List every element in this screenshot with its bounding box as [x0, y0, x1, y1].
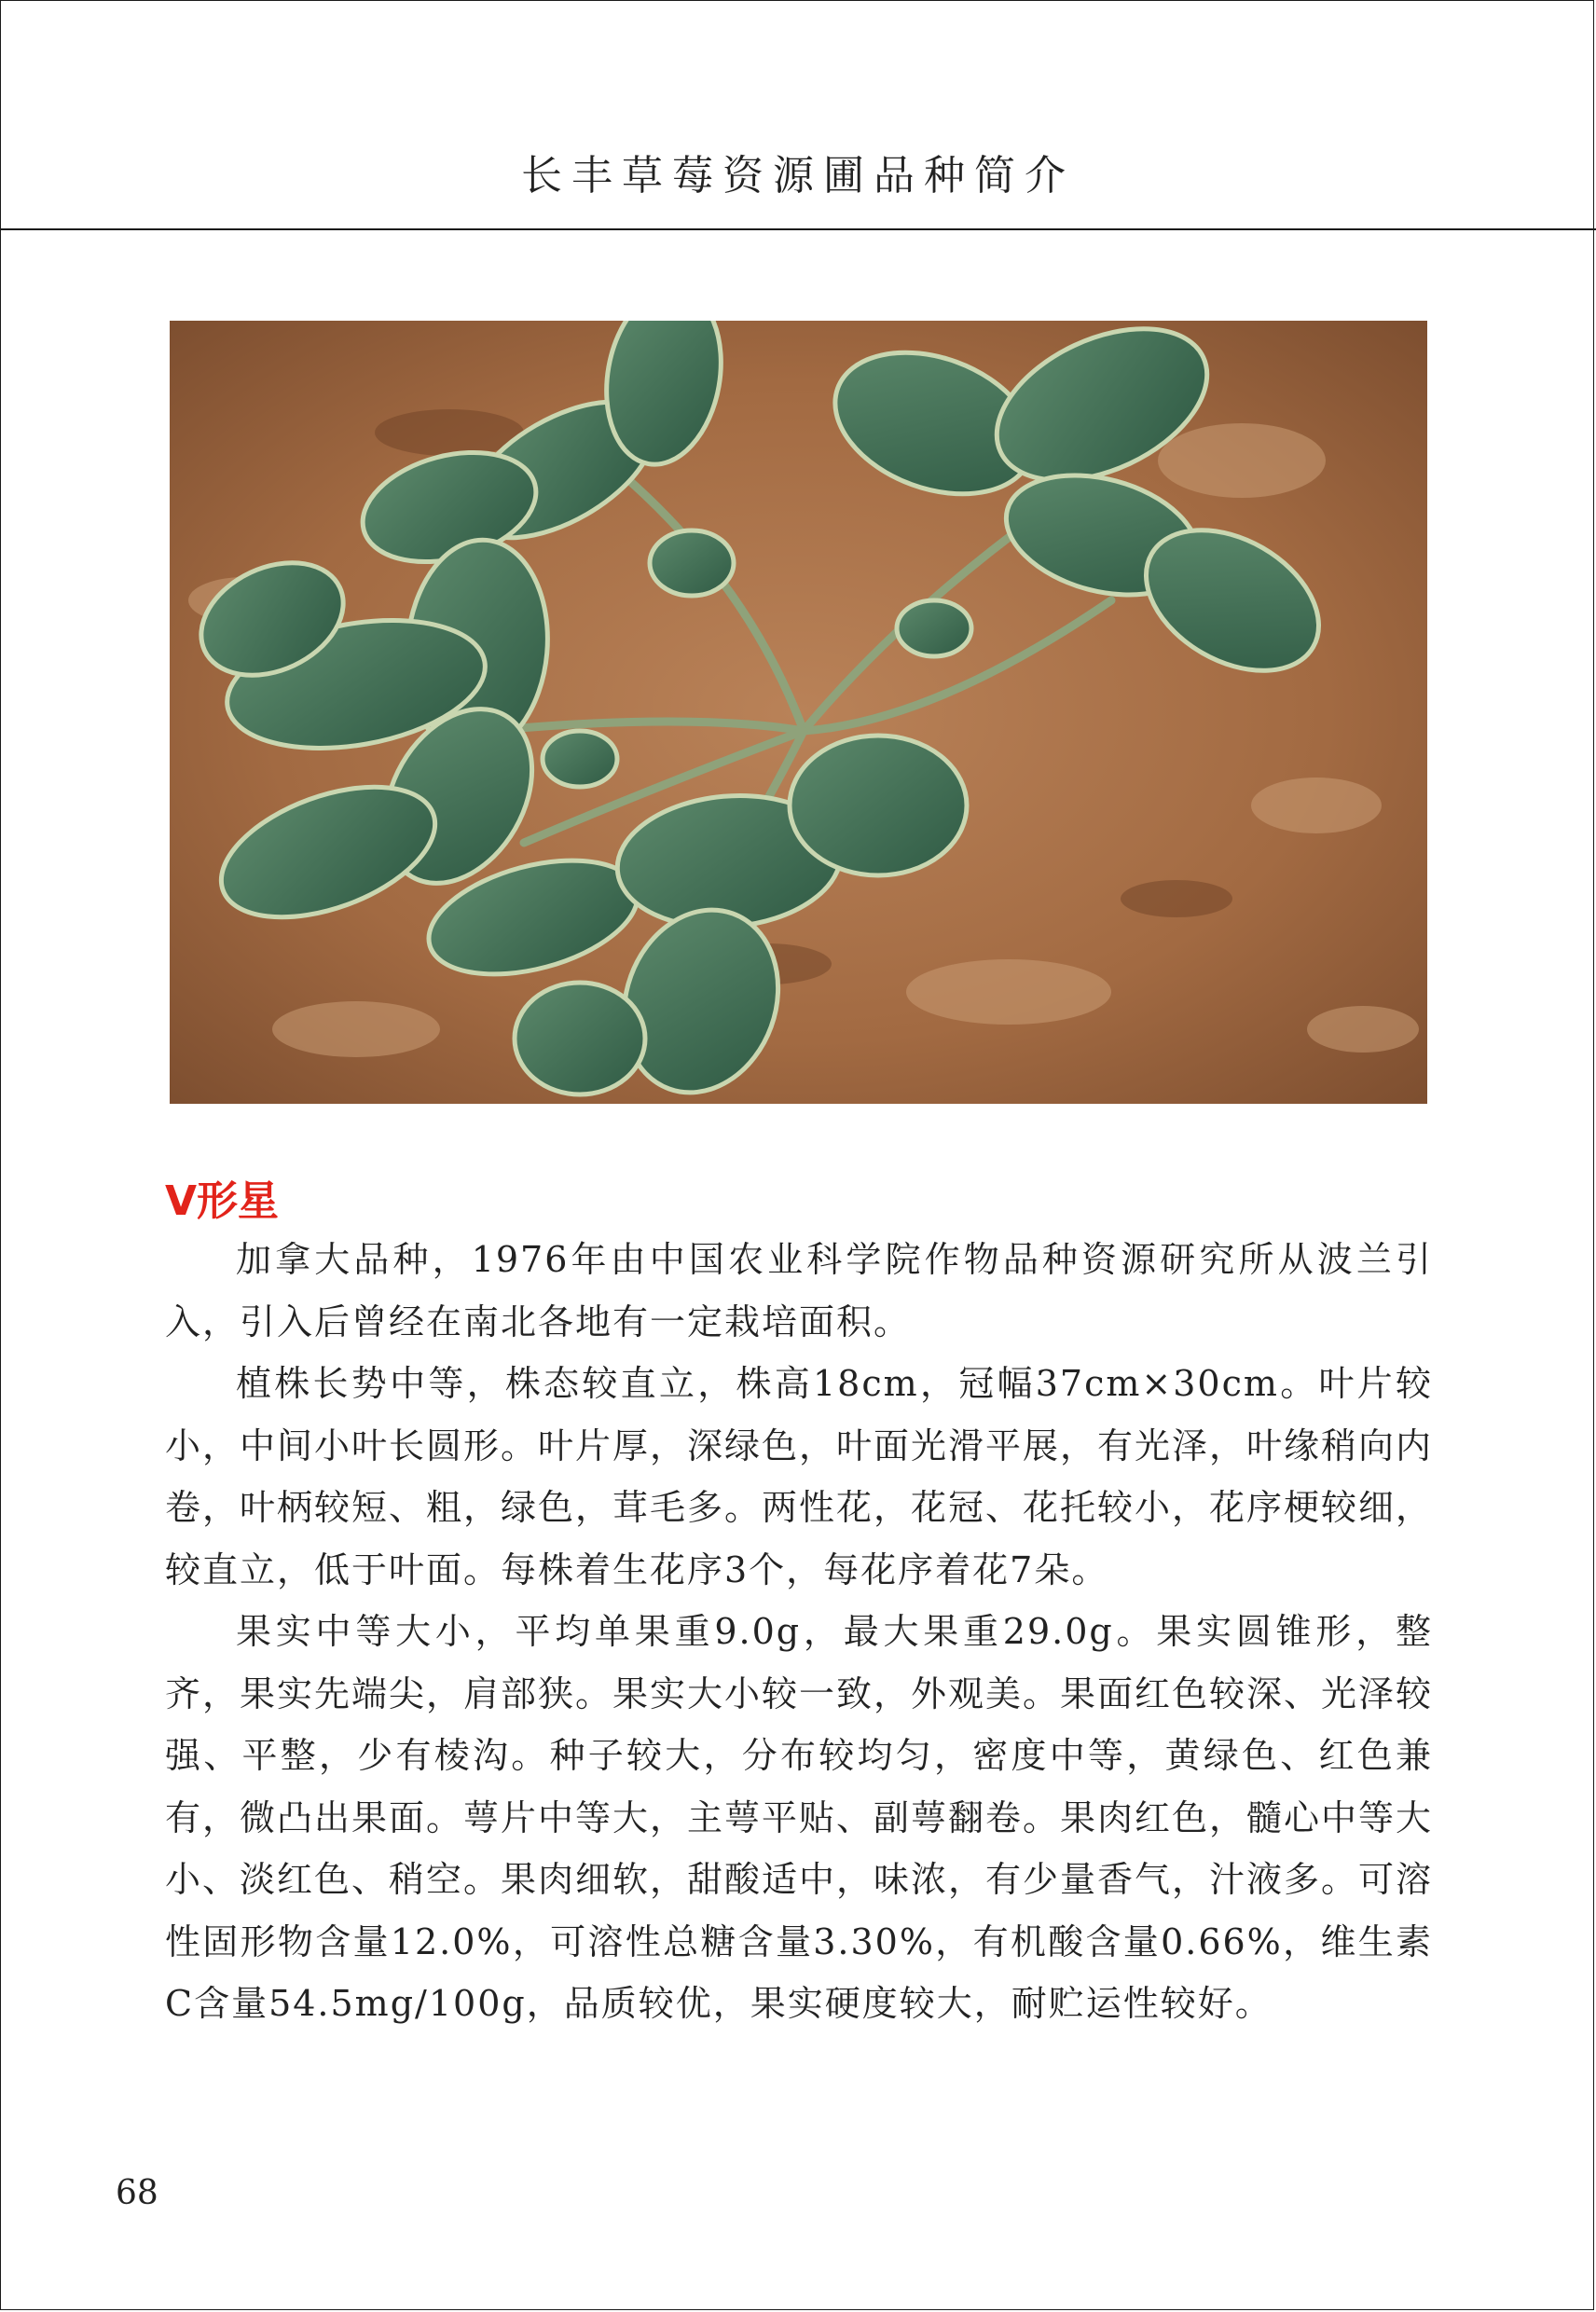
header-rule [0, 228, 1596, 230]
running-header: 长丰草莓资源圃品种简介 [521, 152, 1075, 200]
variety-name: V形星 [165, 1177, 280, 1225]
plant-illustration [170, 321, 1427, 1104]
paragraph-origin: 加拿大品种，1976年由中国农业科学院作物品种资源研究所从波兰引入，引入后曾经在南北各地有一定栽培面积。 [165, 1239, 1433, 1342]
paragraph-plant: 植株长势中等，株态较直立，株高18cm，冠幅37cm×30cm。叶片较小，中间小叶长圆形。叶片厚，深绿色，叶面光滑平展，有光泽，叶缘稍向内卷，叶柄较短、粗，绿色，茸毛多。两性花，花冠、花托较小，花序梗较细，较直立，低于叶面。每株着生花序3个，每花序着花7朵。 [165, 1363, 1434, 1590]
strawberry-plant-photo [170, 321, 1427, 1104]
page-number: 68 [116, 2174, 158, 2212]
paragraph-fruit: 果实中等大小，平均单果重9.0g，最大果重29.0g。果实圆锥形，整齐，果实先端尖，肩部狭。果实大小较一致，外观美。果面红色较深、光泽较强、平整，少有棱沟。种子较大，分布较均匀，密度中等，黄绿色、红色兼有，微凸出果面。萼片中等大，主萼平贴、副萼翻卷。果肉红色，髓心中等大小、淡红色、稍空。果肉细软，甜酸适中，味浓，有少量香气，汁液多。可溶性固形物含量12.0%，可溶性总糖含量3.30%，有机酸含量0.66%，维生素C含量54.5mg/100g，品质较优，果实硬度较大，耐贮运性较好。 [165, 1611, 1434, 2024]
variety-description [165, 1229, 1433, 2035]
